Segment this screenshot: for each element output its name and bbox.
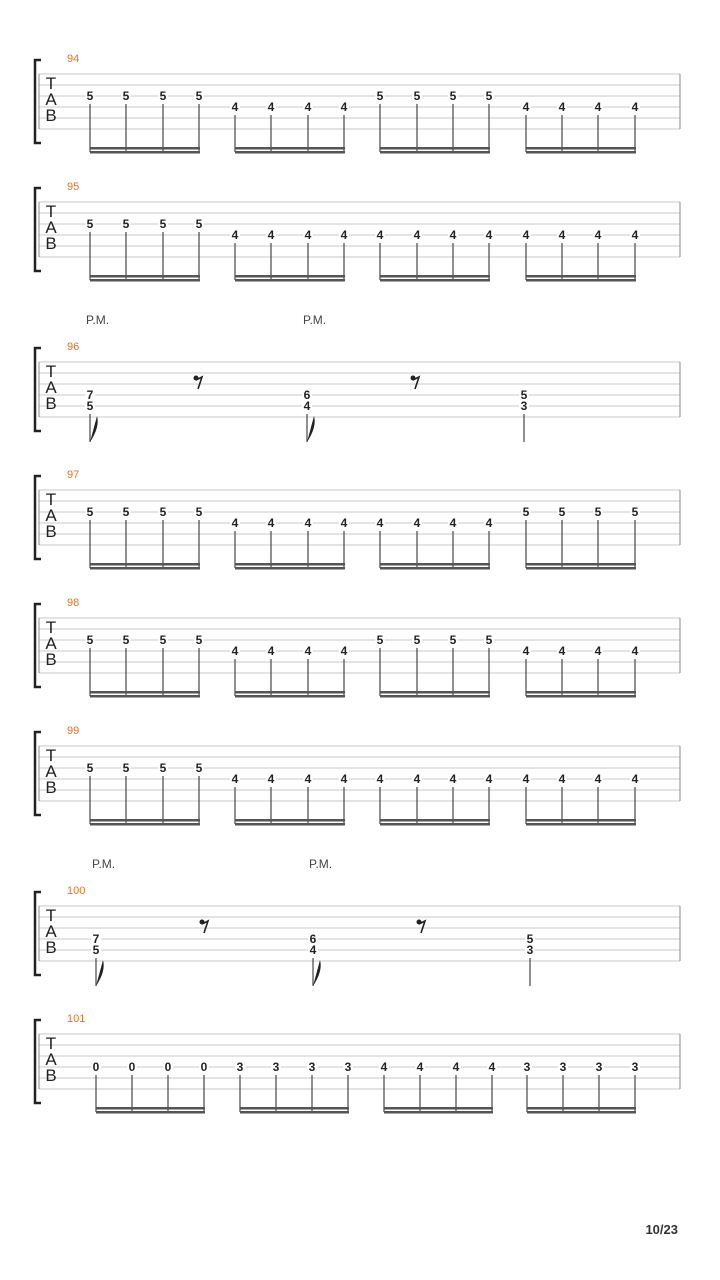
fret-number: 3 — [526, 943, 534, 957]
tab-clef-letter: B — [45, 394, 57, 413]
measure-number: 94 — [67, 53, 80, 65]
note-flag — [90, 416, 98, 442]
fret-number: 3 — [559, 1060, 567, 1074]
beam — [235, 563, 345, 566]
fret-number: 4 — [380, 1060, 388, 1074]
fret-number: 4 — [304, 228, 312, 242]
fret-number: 4 — [304, 100, 312, 114]
beam — [526, 691, 636, 694]
fret-number: 5 — [122, 89, 130, 103]
beam — [235, 151, 345, 154]
beam — [380, 147, 490, 150]
fret-number: 0 — [92, 1060, 100, 1074]
fret-number: 4 — [304, 644, 312, 658]
fret-number: 5 — [594, 505, 602, 519]
fret-number: 4 — [267, 228, 275, 242]
fret-number: 4 — [267, 772, 275, 786]
palm-mute-label: P.M. — [86, 313, 110, 327]
fret-number: 5 — [86, 217, 94, 231]
fret-number: 4 — [267, 516, 275, 530]
system-bracket — [35, 892, 41, 975]
tab-clef-letter: A — [45, 634, 57, 653]
measure-number: 99 — [67, 725, 80, 737]
beam — [380, 823, 490, 826]
tab-clef-letter: T — [45, 202, 57, 221]
tab-clef-letter: T — [45, 490, 57, 509]
beam — [380, 691, 490, 694]
fret-number: 4 — [231, 516, 239, 530]
beam — [380, 279, 490, 282]
fret-number: 5 — [86, 761, 94, 775]
fret-number: 4 — [303, 399, 311, 413]
tab-clef-letter: T — [45, 746, 57, 765]
fret-number: 6 — [303, 388, 311, 402]
beam — [380, 695, 490, 698]
tab-clef-letter: A — [45, 922, 57, 941]
fret-number: 3 — [520, 399, 528, 413]
fret-number: 3 — [236, 1060, 244, 1074]
tab-clef-letter: T — [45, 1034, 57, 1053]
beam — [526, 819, 636, 822]
fret-number: 4 — [416, 1060, 424, 1074]
beam — [240, 1107, 349, 1110]
beam — [384, 1107, 493, 1110]
palm-mute-label: P.M. — [309, 857, 333, 871]
beam — [90, 567, 200, 570]
note-flag — [313, 960, 321, 986]
fret-number: 5 — [86, 89, 94, 103]
fret-number: 5 — [86, 399, 94, 413]
fret-number: 0 — [200, 1060, 208, 1074]
fret-number: 4 — [309, 943, 317, 957]
note-flag — [307, 416, 315, 442]
fret-number: 5 — [631, 505, 639, 519]
fret-number: 4 — [231, 100, 239, 114]
fret-number: 4 — [231, 772, 239, 786]
fret-number: 5 — [376, 89, 384, 103]
beam — [90, 563, 200, 566]
beam — [526, 567, 636, 570]
tab-clef-letter: B — [45, 234, 57, 253]
fret-number: 5 — [558, 505, 566, 519]
beam — [384, 1111, 493, 1114]
fret-number: 5 — [195, 505, 203, 519]
fret-number: 3 — [631, 1060, 639, 1074]
beam — [235, 823, 345, 826]
fret-number: 4 — [413, 772, 421, 786]
measure-number: 100 — [67, 885, 86, 897]
beam — [380, 819, 490, 822]
system-bracket — [35, 60, 41, 143]
beam — [90, 279, 200, 282]
fret-number: 4 — [594, 644, 602, 658]
fret-number: 5 — [376, 633, 384, 647]
eighth-rest-icon — [196, 377, 202, 389]
fret-number: 5 — [159, 761, 167, 775]
fret-number: 4 — [558, 644, 566, 658]
beam — [235, 567, 345, 570]
beam — [380, 567, 490, 570]
fret-number: 4 — [522, 644, 530, 658]
measure-number: 97 — [67, 469, 80, 481]
fret-number: 0 — [128, 1060, 136, 1074]
fret-number: 4 — [631, 644, 639, 658]
tab-clef-letter: T — [45, 906, 57, 925]
fret-number: 4 — [485, 772, 493, 786]
fret-number: 5 — [195, 217, 203, 231]
fret-number: 4 — [304, 516, 312, 530]
fret-number: 5 — [522, 505, 530, 519]
fret-number: 3 — [308, 1060, 316, 1074]
fret-number: 4 — [558, 100, 566, 114]
fret-number: 4 — [522, 100, 530, 114]
fret-number: 5 — [86, 633, 94, 647]
fret-number: 7 — [92, 932, 100, 946]
system-bracket — [35, 732, 41, 815]
fret-number: 5 — [195, 633, 203, 647]
fret-number: 3 — [272, 1060, 280, 1074]
fret-number: 5 — [449, 633, 457, 647]
fret-number: 6 — [309, 932, 317, 946]
fret-number: 4 — [594, 772, 602, 786]
system-bracket — [35, 604, 41, 687]
page-number: 10/23 — [645, 1222, 678, 1237]
measure-number: 98 — [67, 597, 80, 609]
tab-clef-letter: B — [45, 938, 57, 957]
beam — [90, 823, 200, 826]
tab-clef-letter: T — [45, 618, 57, 637]
beam — [96, 1111, 205, 1114]
fret-number: 4 — [340, 772, 348, 786]
beam — [380, 151, 490, 154]
fret-number: 3 — [523, 1060, 531, 1074]
beam — [240, 1111, 349, 1114]
tab-clef-letter: T — [45, 74, 57, 93]
fret-number: 5 — [413, 633, 421, 647]
beam — [90, 275, 200, 278]
fret-number: 4 — [631, 228, 639, 242]
palm-mute-label: P.M. — [92, 857, 116, 871]
fret-number: 4 — [413, 516, 421, 530]
beam — [526, 823, 636, 826]
fret-number: 4 — [376, 228, 384, 242]
beam — [90, 147, 200, 150]
fret-number: 4 — [449, 772, 457, 786]
beam — [235, 147, 345, 150]
fret-number: 4 — [631, 100, 639, 114]
eighth-rest-icon — [413, 377, 419, 389]
fret-number: 4 — [485, 516, 493, 530]
fret-number: 5 — [526, 932, 534, 946]
fret-number: 7 — [86, 388, 94, 402]
beam — [526, 151, 636, 154]
fret-number: 4 — [340, 516, 348, 530]
fret-number: 4 — [340, 100, 348, 114]
beam — [526, 695, 636, 698]
beam — [380, 563, 490, 566]
beam — [235, 819, 345, 822]
fret-number: 5 — [86, 505, 94, 519]
beam — [235, 275, 345, 278]
beam — [90, 151, 200, 154]
note-flag — [96, 960, 104, 986]
fret-number: 4 — [304, 772, 312, 786]
fret-number: 4 — [267, 644, 275, 658]
fret-number: 3 — [344, 1060, 352, 1074]
fret-number: 5 — [159, 505, 167, 519]
fret-number: 4 — [231, 644, 239, 658]
system-bracket — [35, 1020, 41, 1103]
tab-clef-letter: A — [45, 90, 57, 109]
fret-number: 4 — [594, 228, 602, 242]
fret-number: 5 — [413, 89, 421, 103]
beam — [235, 691, 345, 694]
tab-clef-letter: B — [45, 1066, 57, 1085]
beam — [235, 279, 345, 282]
tab-clef-letter: T — [45, 362, 57, 381]
fret-number: 5 — [485, 633, 493, 647]
fret-number: 5 — [449, 89, 457, 103]
fret-number: 4 — [376, 772, 384, 786]
tab-clef-letter: B — [45, 106, 57, 125]
beam — [526, 275, 636, 278]
fret-number: 4 — [522, 772, 530, 786]
beam — [380, 275, 490, 278]
fret-number: 4 — [594, 100, 602, 114]
beam — [526, 279, 636, 282]
tab-clef-letter: B — [45, 650, 57, 669]
fret-number: 4 — [449, 516, 457, 530]
fret-number: 5 — [122, 761, 130, 775]
measure-number: 96 — [67, 341, 80, 353]
beam — [96, 1107, 205, 1110]
fret-number: 5 — [159, 217, 167, 231]
beam — [235, 695, 345, 698]
fret-number: 5 — [122, 217, 130, 231]
beam — [527, 1107, 636, 1110]
system-bracket — [35, 348, 41, 431]
fret-number: 4 — [558, 228, 566, 242]
beam — [526, 563, 636, 566]
palm-mute-label: P.M. — [303, 313, 327, 327]
beam — [90, 695, 200, 698]
fret-number: 5 — [195, 761, 203, 775]
tab-clef-letter: A — [45, 1050, 57, 1069]
tab-clef-letter: A — [45, 218, 57, 237]
fret-number: 4 — [413, 228, 421, 242]
fret-number: 4 — [231, 228, 239, 242]
beam — [90, 691, 200, 694]
tab-clef-letter: A — [45, 378, 57, 397]
tab-clef-letter: A — [45, 762, 57, 781]
fret-number: 4 — [340, 644, 348, 658]
measure-number: 95 — [67, 181, 80, 193]
fret-number: 5 — [159, 89, 167, 103]
fret-number: 5 — [92, 943, 100, 957]
fret-number: 4 — [485, 228, 493, 242]
system-bracket — [35, 188, 41, 271]
fret-number: 4 — [376, 516, 384, 530]
beam — [527, 1111, 636, 1114]
fret-number: 4 — [267, 100, 275, 114]
fret-number: 5 — [520, 388, 528, 402]
tab-clef-letter: A — [45, 506, 57, 525]
fret-number: 4 — [522, 228, 530, 242]
fret-number: 4 — [488, 1060, 496, 1074]
fret-number: 5 — [159, 633, 167, 647]
eighth-rest-icon — [202, 921, 208, 933]
fret-number: 0 — [164, 1060, 172, 1074]
beam — [526, 147, 636, 150]
fret-number: 4 — [340, 228, 348, 242]
system-bracket — [35, 476, 41, 559]
fret-number: 5 — [195, 89, 203, 103]
fret-number: 3 — [595, 1060, 603, 1074]
fret-number: 4 — [449, 228, 457, 242]
eighth-rest-icon — [419, 921, 425, 933]
fret-number: 5 — [122, 505, 130, 519]
fret-number: 5 — [485, 89, 493, 103]
measure-number: 101 — [67, 1013, 86, 1025]
fret-number: 4 — [631, 772, 639, 786]
tab-clef-letter: B — [45, 522, 57, 541]
fret-number: 4 — [452, 1060, 460, 1074]
beam — [90, 819, 200, 822]
fret-number: 5 — [122, 633, 130, 647]
fret-number: 4 — [558, 772, 566, 786]
tab-clef-letter: B — [45, 778, 57, 797]
